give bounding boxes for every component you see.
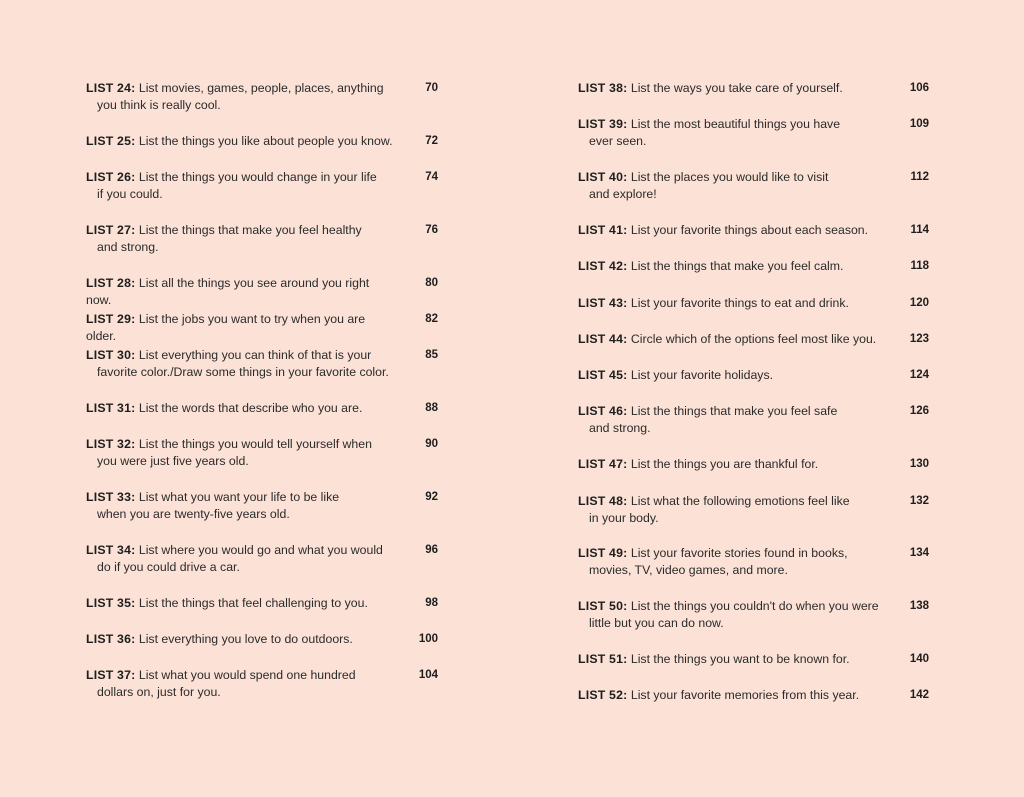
list-number: LIST 40: xyxy=(578,170,628,185)
list-number: LIST 44: xyxy=(578,331,628,346)
page-number: 72 xyxy=(425,134,438,147)
toc-entry xyxy=(578,598,929,632)
entry-text: List your favorite things about each season. xyxy=(630,222,869,237)
toc-entry xyxy=(86,80,438,114)
entry-text: List what you want your life to be like xyxy=(138,490,340,505)
entry-text: List the things that make you feel healthy xyxy=(138,222,362,237)
entry-text-continued: dollars on, just for you. xyxy=(97,685,221,700)
list-number: LIST 34: xyxy=(86,543,136,557)
entry-text-continued: in your body. xyxy=(589,510,659,525)
page-number: 140 xyxy=(909,652,929,665)
list-number: LIST 27: xyxy=(86,222,136,237)
entry-text: List the things you would change in your life xyxy=(138,170,377,185)
page-number: 138 xyxy=(909,600,929,613)
list-number: LIST 26: xyxy=(86,170,136,185)
toc-entry xyxy=(86,436,438,470)
page-number: 126 xyxy=(909,405,929,418)
page-number: 123 xyxy=(909,332,929,345)
entry-text: List the things you like about people you know. xyxy=(138,133,393,148)
entry-text-continued: you were just five years old. xyxy=(97,454,249,469)
page-number: 112 xyxy=(910,171,929,184)
entry-text: List everything you can think of that is your xyxy=(138,348,372,363)
page-number: 124 xyxy=(909,369,929,382)
toc-entry xyxy=(86,489,438,523)
list-number: LIST 47: xyxy=(578,457,628,472)
list-number: LIST 35: xyxy=(86,595,136,610)
list-number: LIST 32: xyxy=(86,437,136,452)
toc-entry xyxy=(86,631,438,648)
entry-text: List the things that feel challenging to you. xyxy=(138,595,368,610)
page-number: 130 xyxy=(909,458,929,471)
list-number: LIST 29: xyxy=(86,312,136,326)
toc-entry xyxy=(86,400,438,417)
entry-text-continued: and explore! xyxy=(589,187,657,202)
list-number: LIST 48: xyxy=(578,493,628,508)
toc-entry xyxy=(578,651,929,668)
toc-entry xyxy=(86,169,438,203)
entry-text: List the ways you take care of yourself. xyxy=(630,81,843,95)
entry-text: List the things that make you feel calm. xyxy=(630,259,844,274)
list-number: LIST 43: xyxy=(578,295,628,310)
page-number: 100 xyxy=(418,633,438,646)
entry-text: List the words that describe who you are. xyxy=(138,401,363,416)
entry-text: List your favorite things to eat and drink. xyxy=(630,295,849,310)
list-number: LIST 39: xyxy=(578,117,628,132)
page-number: 92 xyxy=(425,491,438,504)
page-number: 96 xyxy=(425,544,438,556)
page-number: 82 xyxy=(425,313,438,325)
list-number: LIST 49: xyxy=(578,546,628,561)
toc-entry xyxy=(86,542,438,576)
page-number: 118 xyxy=(910,260,929,273)
entry-text-continued: do if you could drive a car. xyxy=(97,560,240,574)
page-number: 132 xyxy=(909,494,929,507)
entry-text: List the jobs you want to try when you are older. xyxy=(86,312,366,343)
page-number: 114 xyxy=(910,223,929,236)
toc-entry xyxy=(86,275,438,309)
entry-text: List what you would spend one hundred xyxy=(138,668,356,683)
entry-text: List the places you would like to visit xyxy=(630,170,829,185)
entry-text: List the things that make you feel safe xyxy=(630,404,838,419)
entry-text: List the things you couldn't do when you were xyxy=(630,599,879,614)
entry-text-continued: when you are twenty-five years old. xyxy=(97,507,290,522)
entry-text: List the things you would tell yourself when xyxy=(138,437,372,452)
toc-entry xyxy=(86,311,438,345)
list-number: LIST 46: xyxy=(578,404,628,419)
list-number: LIST 28: xyxy=(86,275,136,290)
toc-entry xyxy=(578,116,929,150)
list-number: LIST 31: xyxy=(86,401,136,416)
entry-text: List what the following emotions feel like xyxy=(630,493,850,508)
toc-entry xyxy=(578,80,929,97)
list-number: LIST 33: xyxy=(86,490,136,505)
entry-text: List the things you want to be known for. xyxy=(630,651,850,666)
toc-entry xyxy=(578,687,929,704)
toc-entry xyxy=(578,222,929,239)
entry-text: List all the things you see around you right now. xyxy=(86,275,370,307)
list-number: LIST 51: xyxy=(578,651,628,666)
page-number: 88 xyxy=(425,402,438,415)
entry-text: List your favorite memories from this year. xyxy=(630,688,860,703)
list-number: LIST 25: xyxy=(86,133,136,148)
toc-entry xyxy=(578,169,929,203)
list-number: LIST 24: xyxy=(86,81,136,95)
entry-text: List the most beautiful things you have xyxy=(630,117,841,132)
page-number: 109 xyxy=(909,118,929,131)
toc-entry xyxy=(578,331,929,348)
toc-entry xyxy=(86,667,438,701)
list-number: LIST 36: xyxy=(86,632,136,647)
page-number: 80 xyxy=(425,276,438,289)
list-number: LIST 41: xyxy=(578,222,628,237)
entry-text: List your favorite holidays. xyxy=(630,368,774,383)
page-number: 76 xyxy=(425,223,438,236)
page-number: 106 xyxy=(909,82,929,94)
toc-entry xyxy=(578,545,929,579)
entry-text-continued: favorite color./Draw some things in your favorite color. xyxy=(97,365,389,380)
entry-text-continued: if you could. xyxy=(97,187,163,202)
entry-text: List everything you love to do outdoors. xyxy=(138,632,353,647)
page-number: 120 xyxy=(909,296,929,309)
page-number: 85 xyxy=(425,349,438,362)
page-number: 98 xyxy=(425,596,438,609)
entry-text-continued: movies, TV, video games, and more. xyxy=(589,563,788,578)
list-number: LIST 38: xyxy=(578,81,628,95)
entry-text: List your favorite stories found in books, xyxy=(630,546,848,561)
toc-entry xyxy=(578,493,929,527)
entry-text: List movies, games, people, places, anything xyxy=(138,81,384,95)
entry-text-continued: you think is really cool. xyxy=(97,98,221,112)
toc-entry xyxy=(578,258,929,275)
page-number: 134 xyxy=(909,547,929,560)
toc-entry xyxy=(578,403,929,437)
toc-entry xyxy=(578,367,929,384)
list-number: LIST 52: xyxy=(578,688,628,703)
entry-text-continued: and strong. xyxy=(589,421,651,436)
list-number: LIST 50: xyxy=(578,599,628,614)
toc-entry xyxy=(578,295,929,312)
entry-text-continued: and strong. xyxy=(97,239,159,254)
list-number: LIST 42: xyxy=(578,259,628,274)
entry-text: Circle which of the options feel most like you. xyxy=(630,331,877,346)
list-number: LIST 45: xyxy=(578,368,628,383)
toc-entry xyxy=(86,595,438,612)
page-number: 70 xyxy=(425,82,438,94)
entry-text-continued: little but you can do now. xyxy=(589,616,724,631)
list-number: LIST 30: xyxy=(86,348,136,363)
entry-text: List where you would go and what you would xyxy=(138,543,383,557)
page-number: 104 xyxy=(418,669,438,682)
page-number: 74 xyxy=(425,171,438,184)
toc-entry xyxy=(86,133,438,150)
list-number: LIST 37: xyxy=(86,668,136,683)
entry-text-continued: ever seen. xyxy=(589,134,647,149)
page-number: 90 xyxy=(425,438,438,451)
page-number: 142 xyxy=(909,689,929,702)
toc-entry xyxy=(86,347,438,381)
toc-entry xyxy=(578,456,929,473)
toc-entry xyxy=(86,222,438,256)
entry-text: List the things you are thankful for. xyxy=(630,457,819,472)
